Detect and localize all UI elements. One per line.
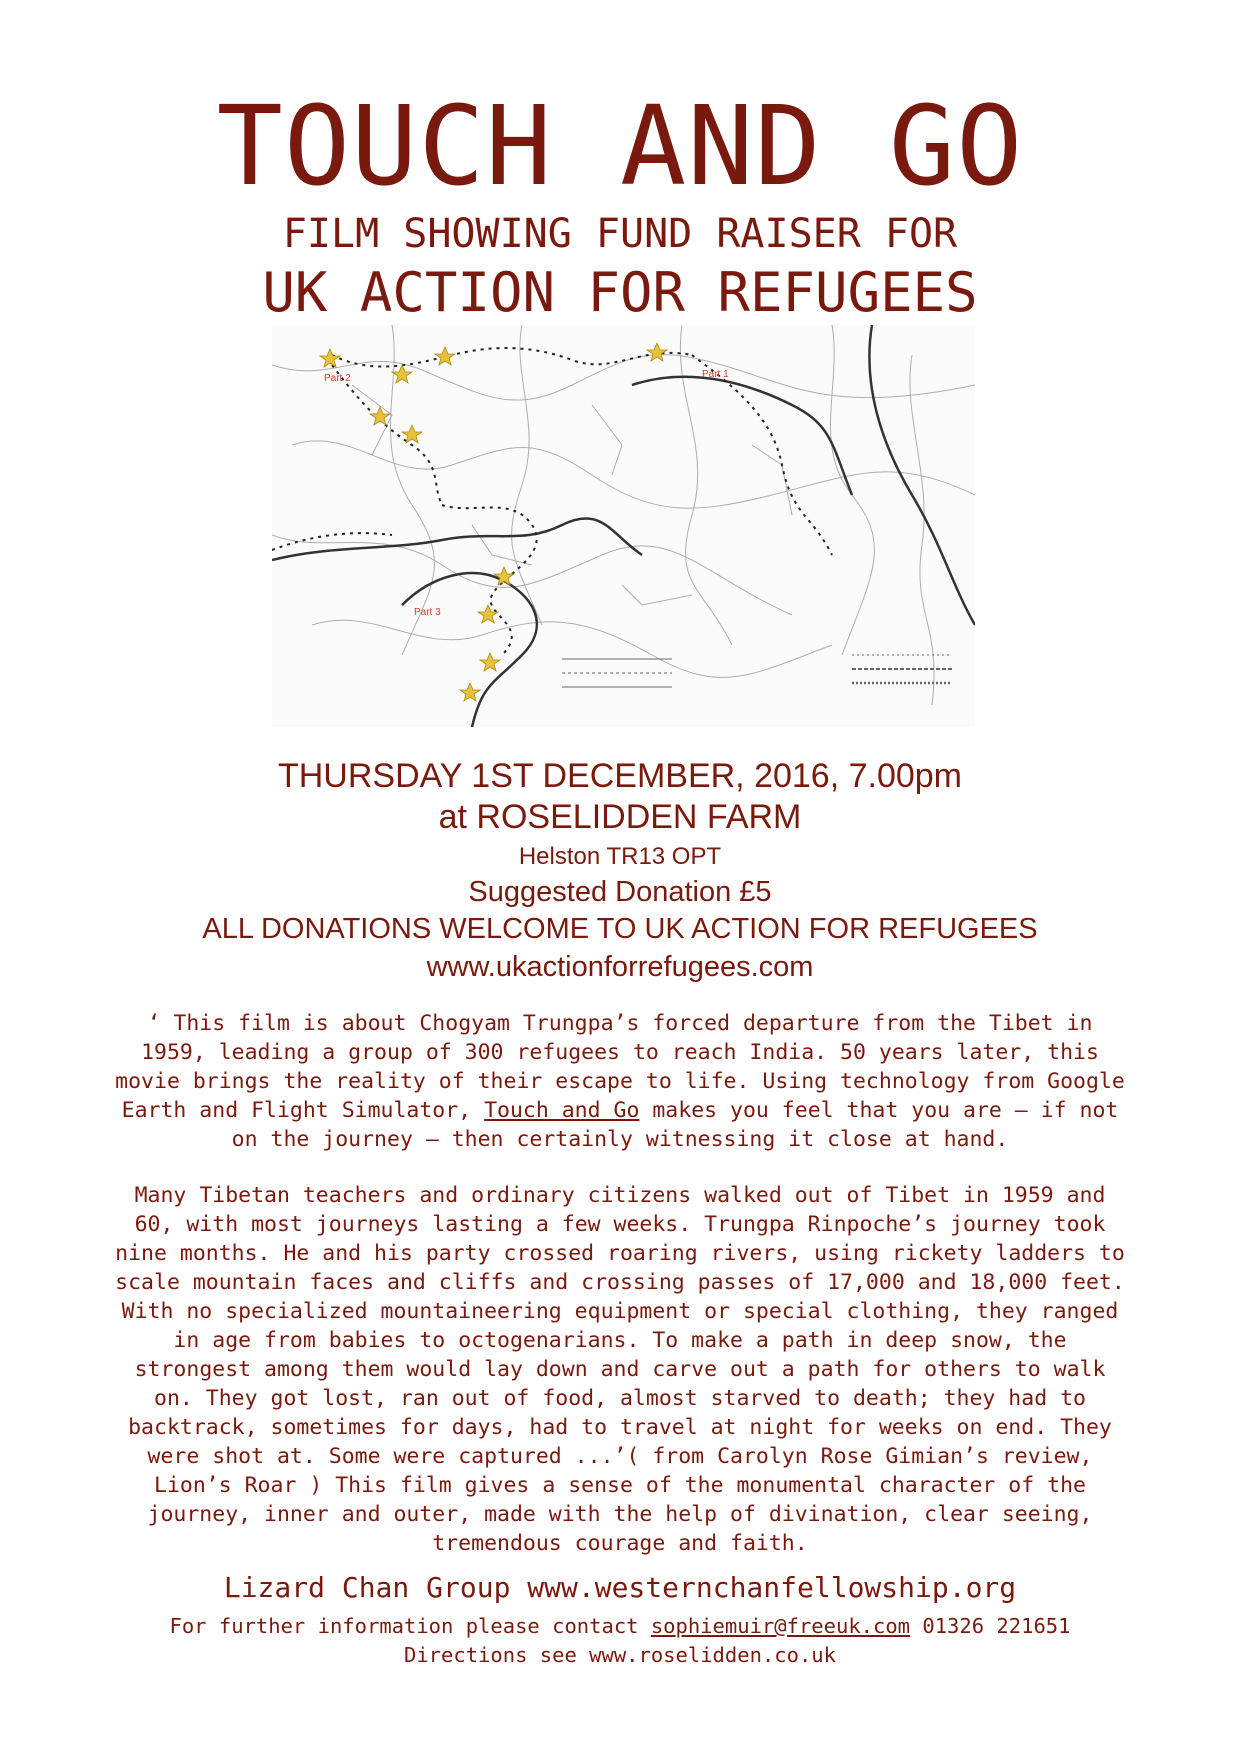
contact-line (0, 1612, 1240, 1640)
route-map-image (272, 325, 975, 727)
description-p1-text-before: ‘ This film is about Chogyam Trungpa’s forced departure from the Tibet in 1959, leading a group of 300 refugees to reach India. 50 years later, this movie brings the reality of their escape to life. Using technology from Google Earth and Flight Simulator, (115, 1011, 1125, 1123)
poster-subtitle-line2: UK ACTION FOR REFUGEES (262, 261, 978, 324)
group-line: Lizard Chan Group www.westernchanfellowship.org (223, 1571, 1017, 1604)
film-title-link: Touch and Go (484, 1098, 640, 1123)
contact-phone: 01326 221651 (910, 1614, 1071, 1638)
event-website-link[interactable]: www.ukactionforrefugees.com (426, 951, 814, 983)
description-p1-text-after: makes you feel that you are – if not on the journey – then certainly witnessing it close at hand. (231, 1098, 1119, 1152)
map-label-part-3: Part 3 (414, 607, 441, 618)
event-donation: Suggested Donation £5 (468, 876, 772, 908)
description-paragraph-2: Many Tibetan teachers and ordinary citizens walked out of Tibet in 1959 and 60, with most journeys lasting a few weeks. Trungpa Rinpoche’s journey took nine months. He and his party crossed roaring rivers, using rickety ladders to scale mountain faces and cliffs and crossing passes of 17,000 and 18,000 feet. With no specialized mountaineering equipment or special clothing, they ranged in age from babies to octogenarians. To make a path in deep snow, the strongest among them would lay down and carve out a path for others to walk on. They got lost, ran out of food, almost starved to death; they had to backtrack, sometimes for days, had to travel at night for weeks on end. They were shot at. Some were captured ...’( from Carolyn Rose Gimian’s review, Lion’s Roar ) This film gives a sense of the monumental character of the journey, inner and outer, made with the help of divination, clear seeing, tremendous courage and faith. (115, 1183, 1125, 1556)
map-label-part-2: Part 2 (324, 373, 351, 384)
contact-email-link[interactable]: sophiemuir@freeuk.com (650, 1614, 911, 1638)
contact-text: For further information please contact (169, 1614, 651, 1638)
event-date-time: THURSDAY 1ST DECEMBER, 2016, 7.00pm (277, 757, 963, 795)
map-label-part-1: Part 1 (702, 369, 729, 380)
poster-subtitle-line1: FILM SHOWING FUND RAISER FOR (282, 211, 958, 257)
route-map-svg (272, 325, 975, 727)
event-donations-note: ALL DONATIONS WELCOME TO UK ACTION FOR REFUGEES (202, 913, 1038, 945)
event-venue: at ROSELIDDEN FARM (438, 798, 802, 836)
directions-line: Directions see www.roselidden.co.uk (404, 1643, 836, 1667)
poster-title: TOUCH AND GO (216, 82, 1024, 210)
description-paragraph-1 (110, 1009, 1130, 1154)
event-address: Helston TR13 OPT (518, 843, 722, 870)
